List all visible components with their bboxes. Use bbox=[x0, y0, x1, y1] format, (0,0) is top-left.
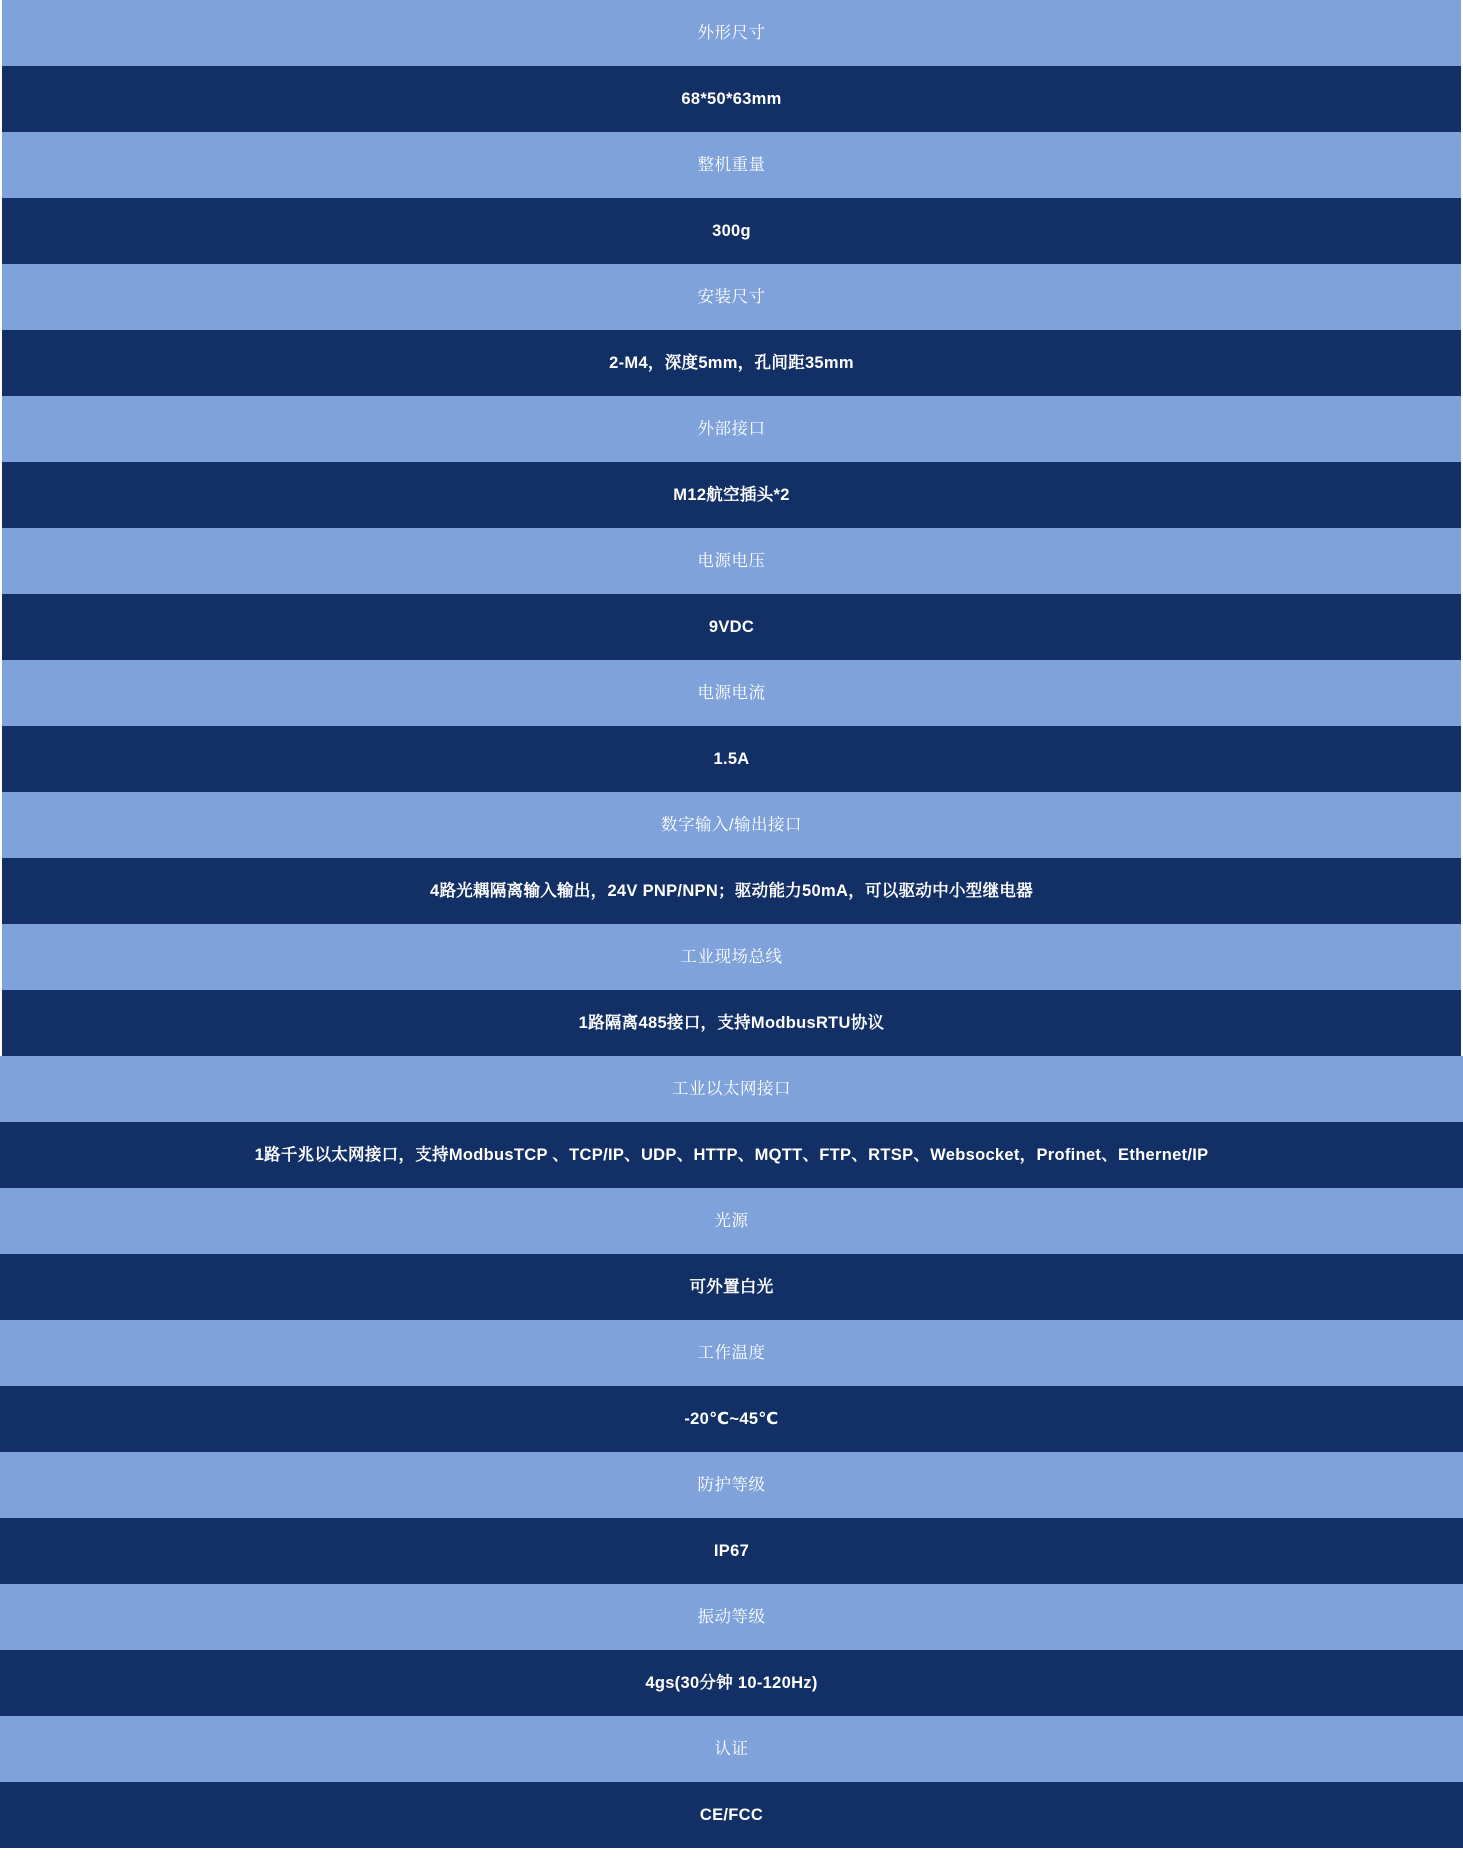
table-row-value bbox=[2, 198, 1461, 264]
table-row-value bbox=[2, 990, 1461, 1056]
table-row-label bbox=[2, 528, 1461, 594]
table-row-value bbox=[0, 1782, 1463, 1848]
spec-label: 工作温度 bbox=[697, 1343, 766, 1362]
spec-label: 防护等级 bbox=[697, 1475, 766, 1494]
spec-value: 可外置白光 bbox=[689, 1277, 774, 1296]
spec-label: 认证 bbox=[714, 1739, 749, 1758]
table-row-label bbox=[2, 660, 1461, 726]
table-row-value bbox=[0, 1122, 1463, 1188]
spec-label: 外形尺寸 bbox=[697, 23, 766, 42]
table-row-label bbox=[2, 264, 1461, 330]
spec-value: 1路隔离485接口，支持ModbusRTU协议 bbox=[578, 1013, 885, 1032]
table-row-value bbox=[2, 594, 1461, 660]
table-row-label bbox=[2, 0, 1461, 66]
table-row-label bbox=[0, 1716, 1463, 1782]
table-row-label bbox=[2, 924, 1461, 990]
table-row-value bbox=[2, 462, 1461, 528]
table-row-label bbox=[2, 792, 1461, 858]
spec-label: 振动等级 bbox=[697, 1607, 766, 1626]
spec-value: 4路光耦隔离输入输出，24V PNP/NPN；驱动能力50mA，可以驱动中小型继电器 bbox=[429, 881, 1033, 900]
spec-label: 工业现场总线 bbox=[680, 947, 783, 966]
table-row-value bbox=[0, 1518, 1463, 1584]
spec-value: CE/FCC bbox=[699, 1805, 764, 1824]
table-row-label bbox=[0, 1056, 1463, 1122]
spec-label: 电源电压 bbox=[697, 551, 766, 570]
spec-value: 4gs(30分钟 10-120Hz) bbox=[645, 1673, 818, 1692]
spec-label: 整机重量 bbox=[697, 155, 766, 174]
spec-label: 安装尺寸 bbox=[697, 287, 766, 306]
table-row-label bbox=[0, 1320, 1463, 1386]
spec-value: M12航空插头*2 bbox=[673, 485, 790, 504]
table-row-value bbox=[2, 726, 1461, 792]
spec-value: 1.5A bbox=[713, 749, 750, 768]
spec-value: 9VDC bbox=[708, 617, 755, 636]
table-row-value bbox=[0, 1386, 1463, 1452]
table-row-value bbox=[2, 66, 1461, 132]
spec-label: 工业以太网接口 bbox=[672, 1079, 791, 1098]
spec-value: -20℃~45℃ bbox=[684, 1409, 779, 1428]
table-row-value bbox=[2, 330, 1461, 396]
table-row-value bbox=[2, 858, 1461, 924]
table-row-value bbox=[0, 1650, 1463, 1716]
spec-value: 68*50*63mm bbox=[681, 89, 782, 108]
table-row-label bbox=[0, 1188, 1463, 1254]
table-row-label bbox=[2, 396, 1461, 462]
spec-value: 1路千兆以太网接口，支持ModbusTCP 、TCP/IP、UDP、HTTP、MQTT、FTP、RTSP、Websocket，Profinet、Ethernet/IP bbox=[254, 1145, 1209, 1164]
table-row-label bbox=[2, 132, 1461, 198]
spec-label: 光源 bbox=[714, 1211, 749, 1230]
spec-label: 外部接口 bbox=[697, 419, 766, 438]
spec-label: 电源电流 bbox=[697, 683, 766, 702]
table-row-label bbox=[0, 1452, 1463, 1518]
spec-value: 300g bbox=[712, 221, 751, 240]
spec-value: 2-M4，深度5mm，孔间距35mm bbox=[609, 353, 854, 372]
table-row-label bbox=[0, 1584, 1463, 1650]
table-row-value bbox=[0, 1254, 1463, 1320]
spec-value: IP67 bbox=[713, 1541, 750, 1560]
spec-label: 数字输入/输出接口 bbox=[660, 815, 803, 834]
